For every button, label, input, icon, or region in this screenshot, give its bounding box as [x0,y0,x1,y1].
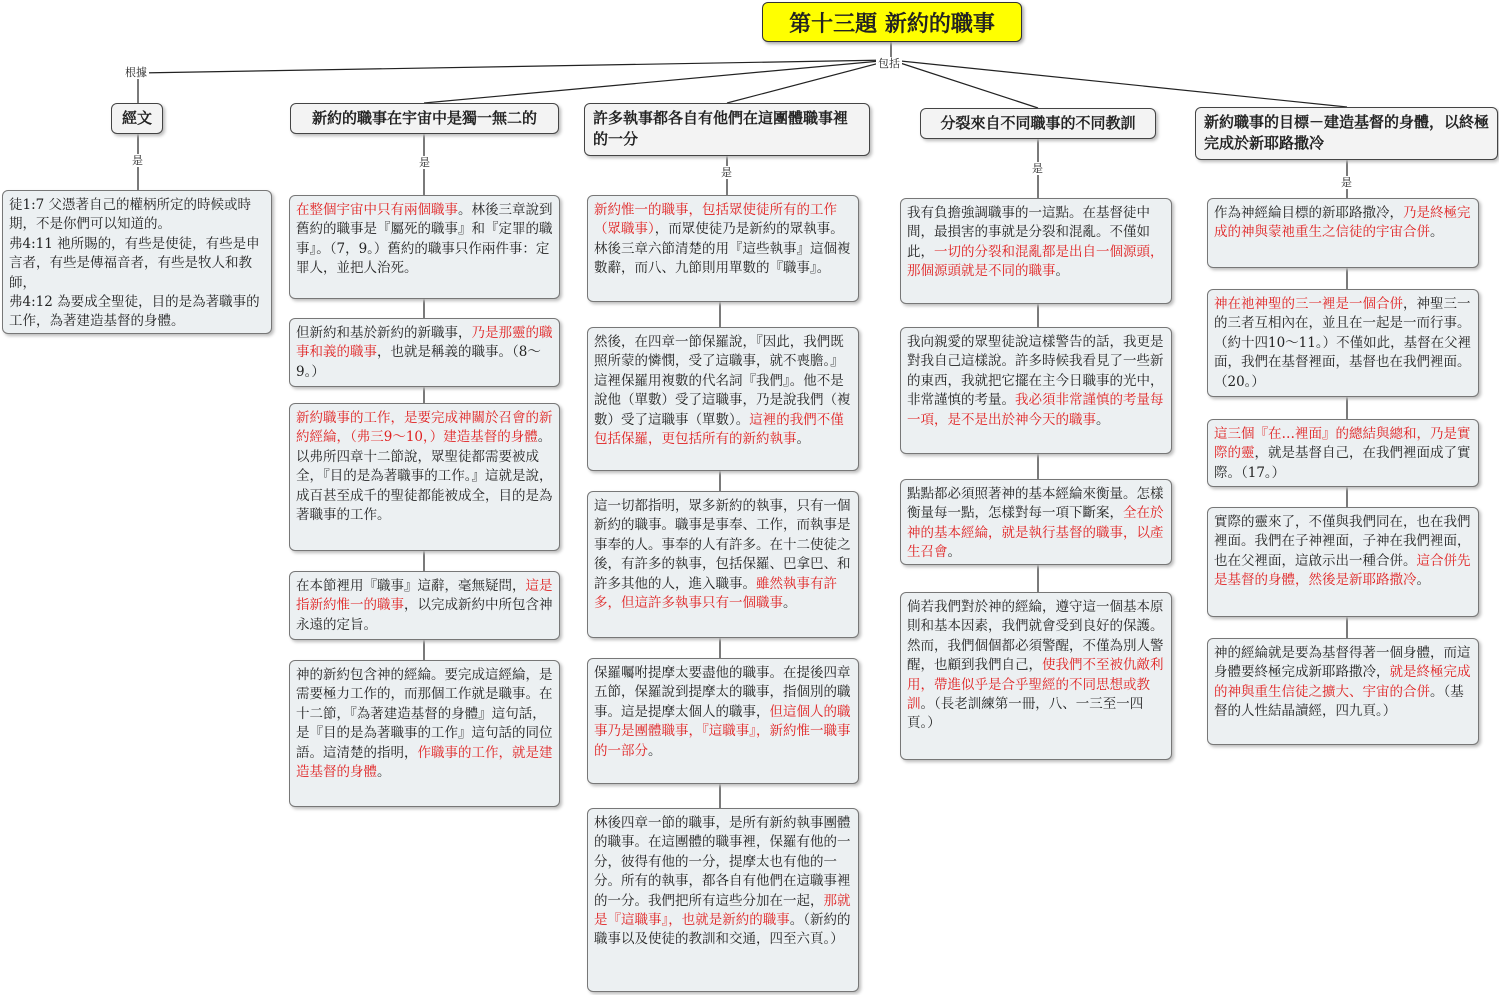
note-text-run: 全在於神的基本經綸，就是執行基督的職事，以產生召會 [907,505,1164,561]
note-text-run: 在本節裡用『職事』這辭，毫無疑問， [296,578,526,594]
note-text-run: 。 [947,544,961,561]
note-b1-2 [289,403,560,551]
relation-label-genju: 根據 [125,66,147,79]
note-text-run: 。 [1430,224,1444,241]
note-b3-3 [900,592,1172,760]
note-text-run: 但這個人的職事乃是團體職事，『這職事』，新約惟一職事的一部分 [594,703,851,759]
note-text-run: 然後，在四章一節保羅說，『因此，我們既照所蒙的憐憫，受了這職事，就不喪膽。』這裡保羅用複數的代名詞『我們』。他不是說他（單數）受了這職事，乃是說我們（複數）受了這職事（單數）。 [594,334,851,428]
relation-label-shi: 是 [419,156,430,169]
note-text-run: ，也就是稱義的職事。（8～9。） [296,344,541,380]
note-text-run: 作為神經綸目標的新耶路撒冷， [1214,205,1403,221]
note-text-run: 在整個宇宙中只有兩個職事 [296,202,458,218]
relation-label-baokuo: 包括 [878,57,900,70]
note-b1-1 [289,318,560,387]
note-text-run: 作職事的工作，就是建造基督的身體 [296,744,553,781]
note-text-run: 新約職事的工作，是要完成神關於召會的新約經綸，（弗三9～10，）建造基督的身體 [296,410,553,446]
topic-goal: 新約職事的目標－建造基督的身體，以終極完成於新耶路撒冷 [1195,107,1498,160]
note-text-run: 一切的分裂和混亂都是出自一個源頭，那個源頭就是不同的職事 [907,243,1164,280]
topic-unique-ministry: 新約的職事在宇宙中是獨一無二的 [290,103,559,134]
note-text-run: 新約惟一的職事，包括眾使徒所有的工作（眾職事） [594,202,837,238]
note-text-run: 。 [1416,572,1430,589]
note-text-run: 這一切都指明，眾多新約的執事，只有一個新約的職事。職事是事奉、工作，而執事是事奉的人。事奉的人有許多。在十二使徒之後，有許多的執事，包括保羅、巴拿巴、和許多其他的人，進入職事。 [594,498,851,592]
note-b2-2 [587,491,859,638]
note-text-run: 那就是『這職事』，也就是新約的職事 [594,892,851,929]
note-b3-1 [900,327,1172,454]
note-text-run: 點點都必須照著神的基本經綸來衡量。怎樣衡量每一點，怎樣對每一項下斷案， [907,486,1164,522]
note-b1-0 [289,195,560,299]
note-text-run: 神在祂神聖的三一裡是一個合併 [1214,296,1403,312]
note-text-run: 乃是那靈的職事和義的職事 [296,325,553,361]
note-text-run: 徒1:7 父憑著自己的權柄所定的時候或時期，不是你們可以知道的。 弗4:11 祂所賜的，有些是使徒，有些是申言者，有些是傳福音者，有些是牧人和教師， 弗4:12 為要成全聖徒，目的是為著職事的工作，為著建造基督的身體。 [9,197,260,330]
note-text-run: 我向親愛的眾聖徒說這樣警告的話，我更是對我自己這樣說。許多時候我看見了一些新的東西，我就把它擺在主今日職事的光中，非常謹慎的考量。 [907,334,1164,409]
note-text-run: 。（長老訓練第一冊，八、一三至一四頁。） [907,696,1144,732]
note-text-run: 就是終極完成的神與重生信徒之擴大、宇宙的合併 [1214,664,1471,700]
note-text-run: 。以弗所四章十二節說，眾聖徒都需要被成全，『目的是為著職事的工作。』這就是說，成百甚至成千的聖徒都能被成全，目的是為著職事的工作。 [296,429,553,524]
note-text-run: 我必須非常謹慎的考量每一項，是不是出於神今天的職事 [907,392,1164,428]
note-b4-0 [1207,198,1479,268]
note-text-run: 我有負擔強調職事的一這點。在基督徒中間，最損害的事就是分裂和混亂。不僅如此， [907,205,1150,260]
note-b4-3 [1207,507,1479,617]
note-text-run: 使我們不至被仇敵利用，帶進似乎是合乎聖經的不同思想或教訓 [907,657,1164,713]
note-text-run: 這裡的我們不僅包括保羅，更包括所有的新約執事 [594,411,844,448]
note-text-run: 但新約和基於新約的新職事， [296,325,472,341]
note-b2-0 [587,195,859,302]
relation-label-shi: 是 [1032,162,1043,175]
note-text-run: ，以完成新約中所包含神永遠的定旨。 [296,597,553,633]
note-b4-2 [1207,419,1479,487]
note-text-run: 這三個『在…裡面』的總結與總和，乃是實際的靈 [1214,426,1471,462]
relation-label-shi: 是 [721,166,732,179]
note-b2-4 [587,808,859,992]
relation-label-shi: 是 [132,154,143,167]
note-text-run: ，神聖三一的三者互相內在，並且在一起是一而行事。（約十四10～11。）不僅如此，基督在父裡面，我們在基督裡面，基督也在我們裡面。（20。） [1214,296,1472,390]
note-text-run: 。 [1096,411,1110,428]
note-text-run: 林後四章一節的職事，是所有新約執事團體的職事。在這團體的職事裡，保羅有他的一分，彼得有他的一分，提摩太也有他的一分。所有的執事，都各自有他們在這職事裡的一分。我們把所有這些分加在一起， [594,815,851,909]
note-text-run: 這是指新約惟一的職事 [296,578,553,614]
note-text-run: 神的新約包含神的經綸。要完成這經綸，是需要極力工作的，而那個工作就是職事。在十二節，『為著建造基督的身體』這句話，是『目的是為著職事的工作』這句話的同位語。這清楚的指明， [296,667,553,761]
note-b2-1 [587,327,859,471]
note-text-run: 。 [783,595,797,612]
note-b1-4 [289,660,560,807]
note-text-run: ，就是基督自己，在我們裡面成了實際。（17。） [1214,445,1471,481]
note-text-run: ，而眾使徒乃是新約的眾執事。林後三章六節清楚的用『這些執事』這個複數辭，而八、九節則用單數的『職事』。 [594,221,851,277]
note-text-run: 。 [796,431,810,448]
note-text-run: 乃是終極完成的神與蒙祂重生之信徒的宇宙合併 [1214,205,1471,241]
note-b2-3 [587,658,859,784]
note-b1-3 [289,571,560,640]
topic-divisions: 分裂來自不同職事的不同教訓 [920,108,1156,139]
note-b3-0 [900,198,1172,304]
note-text-run: 。 [648,742,662,759]
page-title: 第十三題 新約的職事 [762,2,1022,42]
note-b0-0 [2,190,272,334]
topic-scripture: 經文 [111,103,163,134]
note-b3-2 [900,479,1172,565]
note-text-run: 。（新約的職事以及使徒的教訓和交通，四至六頁。） [594,912,851,948]
topic-many-ministers: 許多執事都各自有他們在這團體職事裡的一分 [584,103,870,156]
note-text-run: 雖然執事有許多，但這許多執事只有一個職事 [594,575,837,612]
note-text-run: 這合併先是基督的身體，然後是新耶路撒冷 [1214,552,1471,589]
note-text-run: 保羅囑咐提摩太要盡他的職事。在提後四章五節，保羅說到提摩太的職事，指個別的職事。這是提摩太個人的職事， [594,665,851,720]
note-b4-4 [1207,638,1479,745]
note-text-run: 。 [1055,263,1069,280]
note-text-run: 神的經綸就是要為基督得著一個身體，而這身體要終極完成新耶路撒冷， [1214,645,1471,681]
note-text-run: 。 [377,764,391,781]
relation-label-shi: 是 [1341,176,1352,189]
note-text-run: 。（基督的人性結晶讀經，四九頁。） [1214,683,1464,720]
note-text-run: 。林後三章說到舊約的職事是『屬死的職事』和『定罪的職事』。（7，9。）舊約的職事只作兩件事：定罪人，並把人治死。 [296,202,553,277]
note-text-run: 倘若我們對於神的經綸，遵守這一個基本原則和基本因素，我們就會受到良好的保護。然而，我們個個都必須警醒，不僅為別人警醒，也顧到我們自己， [907,599,1164,674]
note-b4-1 [1207,289,1479,397]
note-text-run: 實際的靈來了，不僅與我們同在，也在我們裡面。我們在子神裡面，子神在我們裡面，也在父裡面，這啟示出一種合併。 [1214,514,1471,569]
